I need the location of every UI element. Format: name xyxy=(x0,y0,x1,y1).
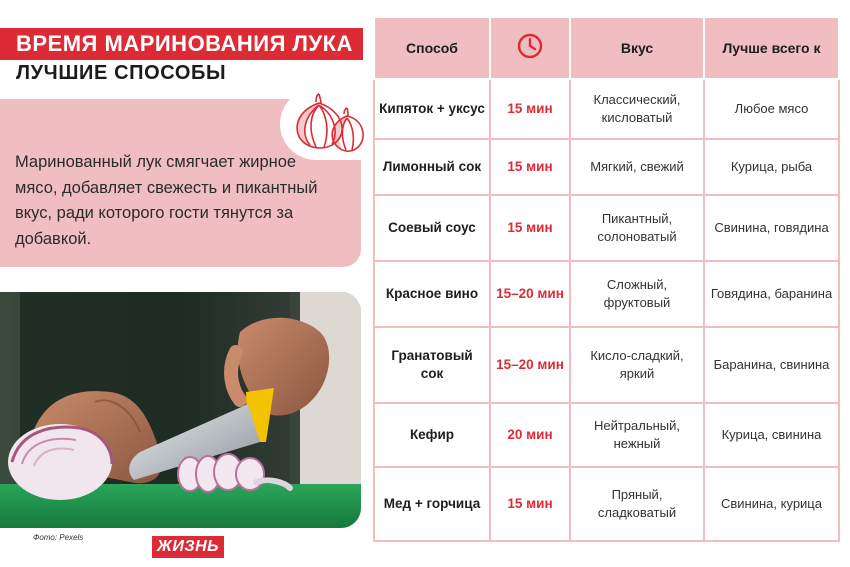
info-text: Маринованный лук смягчает жирное мясо, добавляет свежесть и пикантный вкус, ради которого гости тянутся за добавкой. xyxy=(15,153,318,248)
cell-taste: Пряный, сладковатый xyxy=(570,467,704,541)
cell-time: 15 мин xyxy=(490,139,570,195)
onion-badge xyxy=(280,88,366,160)
cell-best: Свинина, курица xyxy=(704,467,839,541)
table-row xyxy=(374,79,839,139)
cell-time: 15–20 мин xyxy=(490,327,570,403)
cell-time: 15 мин xyxy=(490,79,570,139)
table-row xyxy=(374,467,839,541)
brand-logo: ЖИЗНЬ xyxy=(152,536,224,558)
cell-time: 20 мин xyxy=(490,403,570,467)
photo-credit: Фото: Pexels xyxy=(33,533,84,542)
photo-onion-cutting xyxy=(0,292,361,528)
cell-method: Гранатовый сок xyxy=(374,327,490,403)
cell-method: Красное вино xyxy=(374,261,490,327)
marinade-table xyxy=(373,16,840,542)
page-subtitle: ЛУЧШИЕ СПОСОБЫ xyxy=(16,62,227,84)
cell-time: 15 мин xyxy=(490,195,570,261)
cell-best: Свинина, говядина xyxy=(704,195,839,261)
cell-taste: Сложный, фруктовый xyxy=(570,261,704,327)
page-title: ВРЕМЯ МАРИНОВАНИЯ ЛУКА xyxy=(0,28,363,60)
cell-taste: Пикантный, солоноватый xyxy=(570,195,704,261)
table-row xyxy=(374,327,839,403)
cell-taste: Кисло-сладкий, яркий xyxy=(570,327,704,403)
col-header-best: Лучше всего к xyxy=(704,17,839,79)
cell-taste: Мягкий, свежий xyxy=(570,139,704,195)
cell-best: Курица, рыба xyxy=(704,139,839,195)
onion-cutting-illustration xyxy=(0,292,361,528)
cell-method: Мед + горчица xyxy=(374,467,490,541)
col-header-taste: Вкус xyxy=(570,17,704,79)
table-row xyxy=(374,403,839,467)
cell-time: 15 мин xyxy=(490,467,570,541)
cell-method: Кефир xyxy=(374,403,490,467)
table-header-row xyxy=(374,17,839,79)
cell-method: Кипяток + уксус xyxy=(374,79,490,139)
cell-best: Любое мясо xyxy=(704,79,839,139)
table-row xyxy=(374,195,839,261)
clock-icon xyxy=(516,32,544,60)
cell-time: 15–20 мин xyxy=(490,261,570,327)
cell-taste: Классический, кисловатый xyxy=(570,79,704,139)
col-header-method: Способ xyxy=(374,17,490,79)
cell-best: Курица, свинина xyxy=(704,403,839,467)
cell-best: Баранина, свинина xyxy=(704,327,839,403)
cell-method: Соевый соус xyxy=(374,195,490,261)
cell-best: Говядина, баранина xyxy=(704,261,839,327)
onion-icon xyxy=(286,92,366,158)
table-row xyxy=(374,261,839,327)
table-row xyxy=(374,139,839,195)
cell-method: Лимонный сок xyxy=(374,139,490,195)
cell-taste: Нейтральный, нежный xyxy=(570,403,704,467)
col-header-time xyxy=(490,17,570,79)
